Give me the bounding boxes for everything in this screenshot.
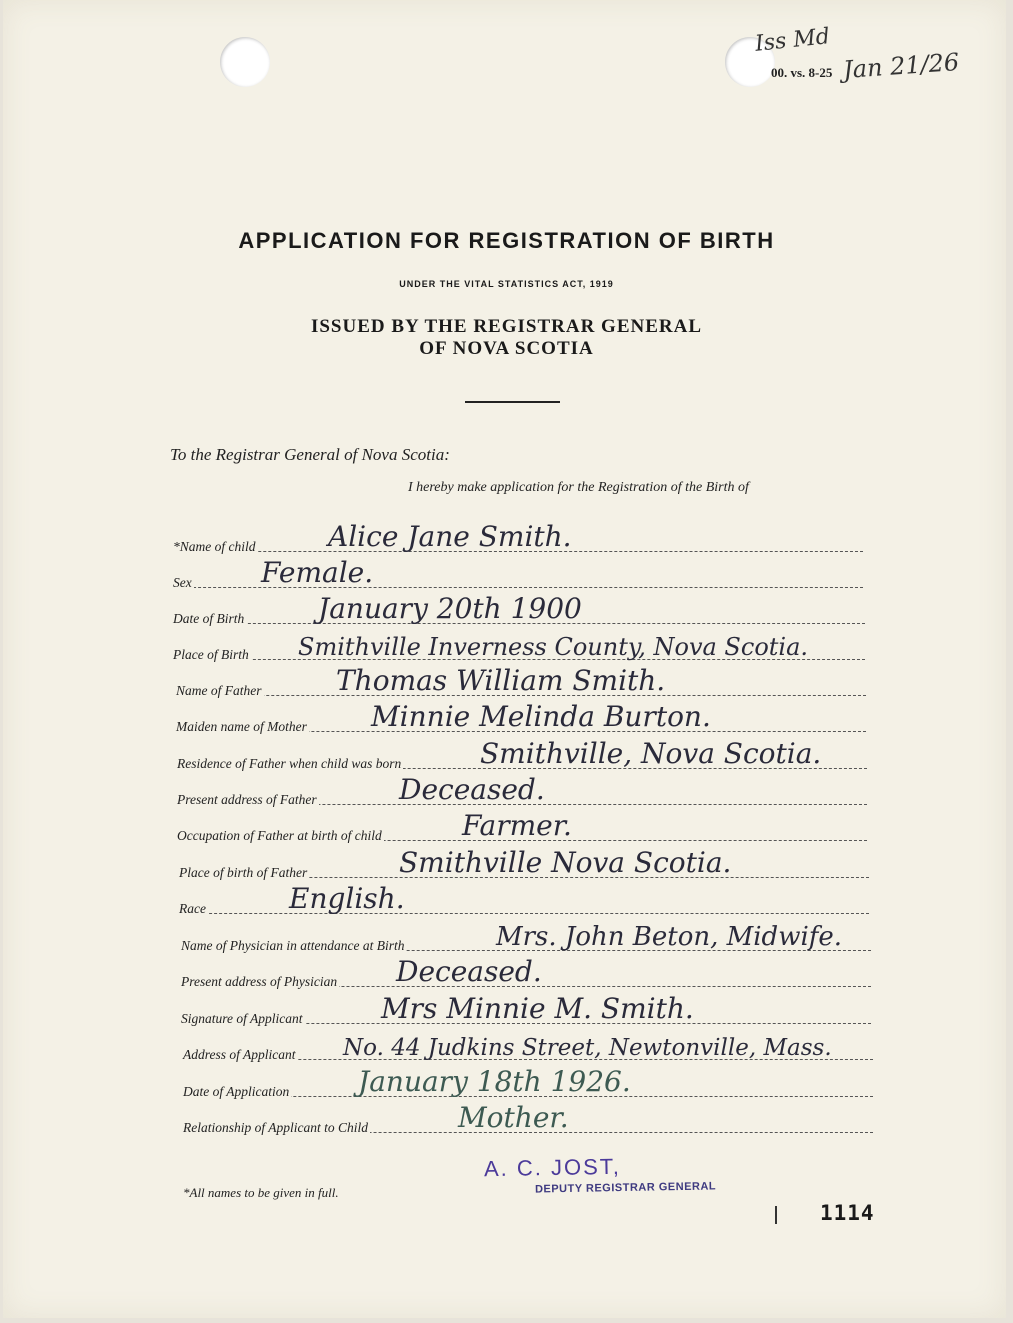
- field-value: Thomas William Smith.: [336, 664, 666, 697]
- field-present-address-of-father: [177, 773, 867, 808]
- field-label: Relationship of Applicant to Child: [183, 1120, 368, 1135]
- title-divider: [465, 401, 560, 403]
- field-label: *Name of child: [173, 539, 256, 554]
- form-number: 00. vs. 8-25: [771, 65, 833, 80]
- field-value: Smithville Nova Scotia.: [399, 846, 732, 879]
- field-label: Place of Birth: [173, 647, 249, 662]
- field-residence-of-father: [177, 737, 867, 772]
- field-value: Mrs. John Beton, Midwife.: [496, 922, 843, 952]
- registrar-stamp-title: DEPUTY REGISTRAR GENERAL: [534, 1180, 717, 1196]
- serial-number: 1114: [820, 1201, 875, 1225]
- issuer-line-1: ISSUED BY THE REGISTRAR GENERAL: [310, 316, 703, 337]
- field-name-of-father: [176, 664, 866, 699]
- field-occupation-of-father: [177, 809, 867, 844]
- field-label: Signature of Applicant: [181, 1011, 303, 1026]
- punch-hole-left: [220, 37, 270, 87]
- field-relationship-of-applicant: [183, 1101, 873, 1136]
- field-label: Present address of Father: [177, 792, 317, 807]
- field-label: Address of Applicant: [183, 1047, 296, 1062]
- field-value: Smithville Inverness County, Nova Scotia.: [298, 633, 809, 661]
- field-value: No. 44 Judkins Street, Newtonville, Mass.: [343, 1035, 832, 1061]
- field-address-of-applicant: [183, 1035, 873, 1063]
- field-date-of-application: [183, 1065, 873, 1100]
- field-place-of-birth-of-father: [179, 846, 869, 881]
- field-value: Deceased.: [399, 773, 545, 806]
- document-title: APPLICATION FOR REGISTRATION OF BIRTH: [238, 228, 775, 253]
- field-race: [179, 882, 869, 917]
- field-value: Minnie Melinda Burton.: [371, 700, 711, 733]
- field-value: Deceased.: [396, 955, 542, 988]
- footnote: *All names to be given in full.: [183, 1185, 339, 1200]
- issuer: [0, 316, 1013, 360]
- field-label: Sex: [173, 575, 192, 590]
- intro-text: I hereby make application for the Registration of the Birth of: [408, 480, 749, 495]
- field-date-of-birth: [173, 592, 865, 627]
- field-name-of-physician: [181, 922, 871, 954]
- field-sex: [173, 556, 863, 591]
- field-label: Name of Physician in attendance at Birth: [181, 938, 405, 953]
- field-label: Residence of Father when child was born: [177, 756, 402, 771]
- field-label: Present address of Physician: [181, 974, 338, 989]
- field-name-of-child: [173, 520, 863, 555]
- field-label: Race: [179, 901, 206, 916]
- field-label: Name of Father: [176, 683, 262, 698]
- registrar-stamp-name: A. C. JOST,: [483, 1153, 622, 1182]
- addressee: To the Registrar General of Nova Scotia:: [170, 445, 450, 464]
- field-value: January 18th 1926.: [358, 1065, 631, 1098]
- field-label: Occupation of Father at birth of child: [177, 828, 382, 843]
- field-value: Female.: [261, 556, 374, 589]
- handwritten-note: Iss Md: [753, 24, 831, 57]
- issuer-line-2: OF NOVA SCOTIA: [419, 338, 594, 359]
- field-label: Date of Application: [183, 1084, 290, 1099]
- field-label: Place of birth of Father: [179, 865, 308, 880]
- document-subtitle: UNDER THE VITAL STATISTICS ACT, 1919: [399, 279, 614, 289]
- field-value: Farmer.: [462, 809, 572, 842]
- field-present-address-of-physician: [181, 955, 871, 990]
- field-place-of-birth: [173, 633, 865, 663]
- handwritten-date: Jan 21/26: [842, 47, 961, 85]
- field-value: January 20th 1900: [318, 592, 582, 625]
- field-value: Mother.: [458, 1101, 569, 1134]
- field-label: Maiden name of Mother: [176, 719, 307, 734]
- field-value: Mrs Minnie M. Smith.: [381, 992, 694, 1025]
- field-label: Date of Birth: [173, 611, 245, 626]
- field-signature-of-applicant: [181, 992, 871, 1027]
- field-maiden-name-of-mother: [176, 700, 866, 735]
- field-value: English.: [289, 882, 405, 915]
- field-value: Smithville, Nova Scotia.: [480, 737, 822, 770]
- field-value: Alice Jane Smith.: [328, 520, 572, 553]
- serial-mark: [775, 1206, 777, 1224]
